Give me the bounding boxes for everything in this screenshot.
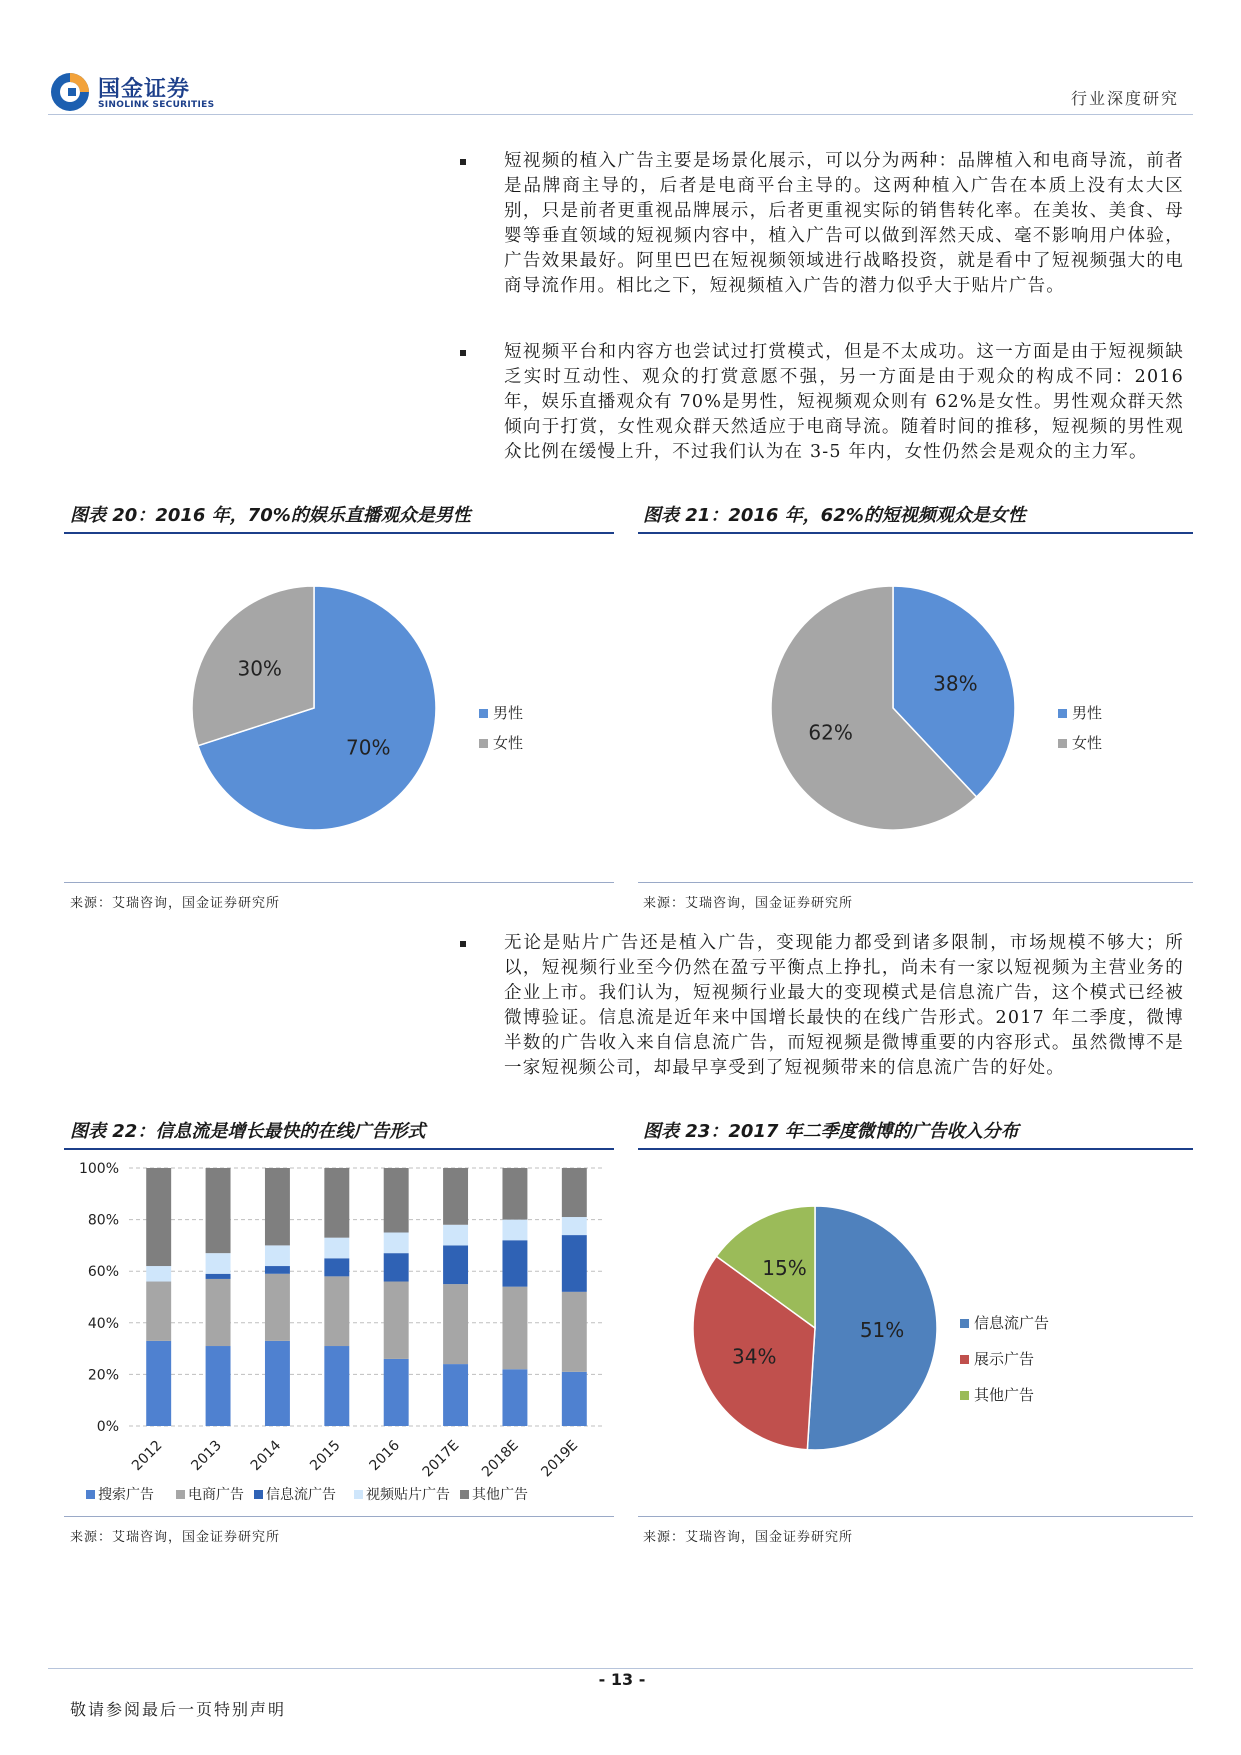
fig22-bar-2018E-4 <box>502 1220 527 1241</box>
fig22-bar-2017E-5 <box>443 1168 468 1225</box>
fig22-bar-2017E-3 <box>443 1245 468 1284</box>
figure-20-chart <box>64 538 614 878</box>
fig22-bar-2019E-2 <box>562 1292 587 1372</box>
figure-20-bottom-rule <box>64 882 614 883</box>
fig22-y-tick-4: 60% <box>87 1264 119 1281</box>
figure-22-source: 来源：艾瑞咨询，国金证券研究所 <box>70 1530 281 1545</box>
fig21-legend-label-2: 女性 <box>1072 734 1103 752</box>
fig22-x-tick-4: 2015 <box>307 1437 344 1475</box>
fig23-legend-swatch-3 <box>960 1391 969 1400</box>
fig22-bar-2013-5 <box>206 1168 231 1253</box>
fig22-bar-2016-4 <box>384 1233 409 1254</box>
figure-21-source: 来源：艾瑞咨询，国金证券研究所 <box>643 896 854 911</box>
fig22-x-tick-5: 2016 <box>366 1437 404 1475</box>
fig22-bar-2012-1 <box>146 1341 171 1426</box>
fig22-bar-2013-4 <box>206 1253 231 1274</box>
fig22-bar-2018E-2 <box>502 1287 527 1370</box>
fig22-legend-label-5: 其他广告 <box>472 1487 528 1503</box>
figure-22-title: 图表 22：信息流是增长最快的在线广告形式 <box>70 1121 426 1142</box>
fig22-bar-2017E-4 <box>443 1225 468 1246</box>
fig22-legend-swatch-1 <box>86 1490 95 1499</box>
fig21-data-label-1: 38% <box>933 671 978 696</box>
fig22-bar-2019E-1 <box>562 1372 587 1426</box>
logo-en-text: SINOLINK SECURITIES <box>98 100 215 110</box>
fig22-y-tick-2: 20% <box>87 1367 119 1384</box>
fig22-legend-swatch-5 <box>460 1490 469 1499</box>
page-header <box>0 0 1241 120</box>
fig22-x-tick-7: 2018E <box>478 1437 522 1481</box>
fig22-legend-swatch-4 <box>354 1490 363 1499</box>
fig22-bar-2014-1 <box>265 1341 290 1426</box>
figure-21-title: 图表 21：2016 年，62%的短视频观众是女性 <box>643 505 1026 526</box>
fig22-bar-2018E-1 <box>502 1369 527 1426</box>
fig22-legend-label-1: 搜索广告 <box>98 1487 154 1503</box>
fig22-bar-2019E-3 <box>562 1235 587 1292</box>
report-type-label: 行业深度研究 <box>1070 89 1179 108</box>
figure-23-chart <box>638 1152 1193 1512</box>
fig23-data-label-3: 15% <box>762 1256 807 1281</box>
fig22-bar-2015-5 <box>324 1168 349 1238</box>
disclaimer-note: 敬请参阅最后一页特别声明 <box>70 1700 287 1719</box>
fig22-bar-2012-5 <box>146 1168 171 1266</box>
figure-22-rule <box>64 1148 614 1150</box>
fig22-y-tick-3: 40% <box>87 1315 119 1332</box>
bullet-marker <box>460 350 466 356</box>
fig22-bar-2014-3 <box>265 1266 290 1274</box>
fig22-y-tick-6: 100% <box>78 1161 119 1177</box>
fig20-data-label-2: 30% <box>237 656 282 681</box>
fig22-bar-2014-5 <box>265 1168 290 1245</box>
figure-22-chart <box>64 1152 614 1512</box>
footer-divider <box>48 1668 1193 1669</box>
body-paragraph-2: 短视频平台和内容方也尝试过打赏模式，但是不太成功。这一方面是由于短视频缺乏实时互动性、观众的打赏意愿不强，另一方面是由于观众的构成不同：2016 年，娱乐直播观众有 70%是男性，短视频观众则有 62%是女性。男性观众群天然倾向于打赏，女性观众群天然适应于电商导流。随着时间的推移，短视频的男性观众比例在缓慢上升，不过我们认为在 3-5 年内，女性仍然会是观众的主力军。 <box>504 342 1184 462</box>
fig23-legend-label-3: 其他广告 <box>974 1386 1035 1404</box>
body-paragraph-3: 无论是贴片广告还是植入广告，变现能力都受到诸多限制，市场规模不够大；所以，短视频行业至今仍然在盈亏平衡点上挣扎，尚未有一家以短视频为主营业务的企业上市。我们认为，短视频行业最大的变现模式是信息流广告，这个模式已经被微博验证。信息流是近年来中国增长最快的在线广告形式。2017 年二季度，微博半数的广告收入来自信息流广告，而短视频是微博重要的内容形式。虽然微博不是一家短视频公司，却最早享受到了短视频带来的信息流广告的好处。 <box>504 933 1184 1078</box>
fig23-data-label-2: 34% <box>732 1344 777 1369</box>
figure-21-chart <box>638 538 1193 878</box>
fig22-bar-2013-2 <box>206 1279 231 1346</box>
fig22-y-tick-5: 80% <box>87 1212 119 1229</box>
fig22-bar-2015-1 <box>324 1346 349 1426</box>
figure-23-title: 图表 23：2017 年二季度微博的广告收入分布 <box>643 1121 1019 1142</box>
fig22-bar-2014-2 <box>265 1274 290 1341</box>
fig22-bar-2015-2 <box>324 1276 349 1346</box>
fig23-legend-label-2: 展示广告 <box>974 1350 1035 1368</box>
fig20-data-label-1: 70% <box>346 735 391 760</box>
fig22-x-tick-3: 2014 <box>247 1437 285 1475</box>
fig20-legend-swatch-2 <box>479 739 488 748</box>
body-paragraph-1: 短视频的植入广告主要是场景化展示，可以分为两种：品牌植入和电商导流，前者是品牌商主导的，后者是电商平台主导的。这两种植入广告在本质上没有太大区别，只是前者更重视品牌展示，后者更重视实际的销售转化率。在美妆、美食、母婴等垂直领域的短视频内容中，植入广告可以做到浑然天成、毫不影响用户体验，广告效果最好。阿里巴巴在短视频领域进行战略投资，就是看中了短视频强大的电商导流作用。相比之下，短视频植入广告的潜力似乎大于贴片广告。 <box>504 151 1184 296</box>
fig22-legend-label-2: 电商广告 <box>188 1487 244 1503</box>
fig20-legend-label-2: 女性 <box>493 734 524 752</box>
fig22-legend-swatch-3 <box>254 1490 263 1499</box>
header-divider <box>48 114 1193 115</box>
fig22-bar-2013-3 <box>206 1274 231 1279</box>
figure-20-title: 图表 20：2016 年，70%的娱乐直播观众是男性 <box>70 505 471 526</box>
fig22-bar-2015-4 <box>324 1238 349 1259</box>
fig22-bar-2014-4 <box>265 1245 290 1266</box>
fig22-bar-2019E-4 <box>562 1217 587 1235</box>
figure-23-rule <box>638 1148 1193 1150</box>
fig22-x-tick-1: 2012 <box>129 1437 166 1475</box>
sinolink-logo-icon <box>48 70 92 114</box>
fig22-bar-2012-2 <box>146 1282 171 1341</box>
fig21-legend-swatch-2 <box>1058 739 1067 748</box>
fig22-bar-2015-3 <box>324 1258 349 1276</box>
figure-20-source: 来源：艾瑞咨询，国金证券研究所 <box>70 896 281 911</box>
fig23-legend-swatch-1 <box>960 1319 969 1328</box>
bullet-marker <box>460 159 466 165</box>
fig21-data-label-2: 62% <box>808 720 853 745</box>
fig22-bar-2016-2 <box>384 1282 409 1359</box>
fig22-y-tick-1: 0% <box>96 1419 119 1435</box>
logo-cn-text: 国金证券 <box>98 77 191 102</box>
fig22-bar-2018E-5 <box>502 1168 527 1220</box>
figure-21-bottom-rule <box>638 882 1193 883</box>
page-number: - 13 - <box>598 1670 646 1689</box>
fig22-bar-2017E-2 <box>443 1284 468 1364</box>
fig22-bar-2016-1 <box>384 1359 409 1426</box>
figure-22-bottom-rule <box>64 1516 614 1517</box>
fig22-x-tick-2: 2013 <box>188 1437 225 1475</box>
fig22-legend-label-4: 视频贴片广告 <box>366 1487 450 1503</box>
figure-21-rule <box>638 532 1193 534</box>
fig22-bar-2018E-3 <box>502 1240 527 1286</box>
bullet-marker <box>460 941 466 947</box>
fig20-legend-swatch-1 <box>479 709 488 718</box>
fig22-x-tick-8: 2019E <box>538 1437 582 1481</box>
figure-23-source: 来源：艾瑞咨询，国金证券研究所 <box>643 1530 854 1545</box>
fig22-x-tick-6: 2017E <box>419 1437 463 1481</box>
company-logo <box>48 70 228 114</box>
figure-20-rule <box>64 532 614 534</box>
fig22-legend-label-3: 信息流广告 <box>266 1487 336 1503</box>
fig23-legend-swatch-2 <box>960 1355 969 1364</box>
fig22-bar-2013-1 <box>206 1346 231 1426</box>
fig21-legend-swatch-1 <box>1058 709 1067 718</box>
fig23-data-label-1: 51% <box>859 1318 905 1343</box>
fig20-legend-label-1: 男性 <box>493 704 524 722</box>
fig22-bar-2012-4 <box>146 1266 171 1281</box>
fig22-bar-2016-3 <box>384 1253 409 1281</box>
fig22-bar-2016-5 <box>384 1168 409 1233</box>
fig22-bar-2019E-5 <box>562 1168 587 1217</box>
fig22-legend-swatch-2 <box>176 1490 185 1499</box>
fig23-legend-label-1: 信息流广告 <box>974 1314 1050 1332</box>
figure-23-bottom-rule <box>638 1516 1193 1517</box>
fig21-legend-label-1: 男性 <box>1072 704 1103 722</box>
fig22-bar-2017E-1 <box>443 1364 468 1426</box>
